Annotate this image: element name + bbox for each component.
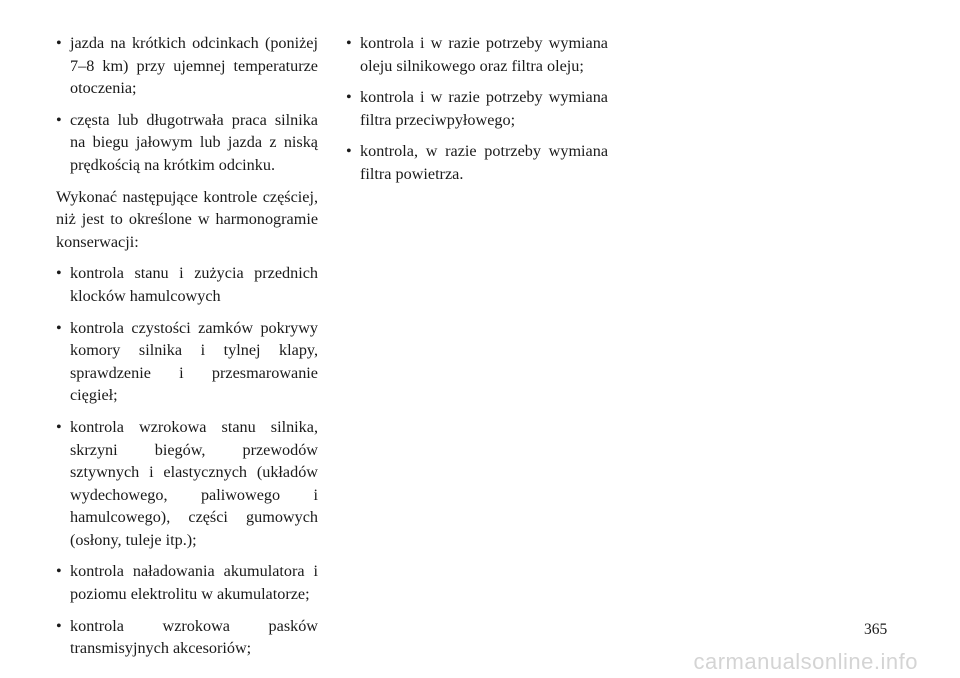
list-item-text: kontrola wzrokowa stanu silnika, skrzyni biegów, przewodów sztywnych i elastycznych (układów wydechowego, paliwowego i hamulcowego), części gumowych (osłony, tuleje itp.); <box>70 417 318 549</box>
list-item-text: kontrola czystości zamków pokrywy komory silnika i tylnej klapy, sprawdzenie i przesmarowanie cięgieł; <box>70 318 318 405</box>
paragraph: Wykonać następujące kontrole częściej, niż jest to określone w harmonogramie konserwacji: <box>56 187 318 251</box>
list-item <box>346 140 608 185</box>
right-column <box>346 32 608 195</box>
bullet-marker: • <box>56 616 62 635</box>
list-item-text: kontrola wzrokowa pasków transmisyjnych akcesoriów; <box>70 616 318 658</box>
bullet-marker: • <box>56 417 62 436</box>
list-item <box>346 32 608 77</box>
bullet-marker: • <box>346 88 352 107</box>
list-item <box>56 560 318 605</box>
bullet-marker: • <box>346 34 352 52</box>
bullet-marker: • <box>56 264 62 283</box>
bullet-marker: • <box>346 142 352 161</box>
list-item-text: kontrola stanu i zużycia przednich klocków hamulcowych <box>70 264 318 305</box>
list-item-text: kontrola naładowania akumulatora i poziomu elektrolitu w akumulatorze; <box>70 562 318 604</box>
list-item <box>56 317 318 407</box>
page-number: 365 <box>864 621 888 638</box>
list-item <box>56 416 318 552</box>
list-item-text: częsta lub długotrwała praca silnika na biegu jałowym lub jazda z niską prędkością na krótkim odcinku. <box>70 110 318 174</box>
bullet-marker: • <box>56 318 62 337</box>
watermark-logo: carmanualsonline.info <box>693 649 918 674</box>
bullet-marker: • <box>56 110 62 129</box>
list-item <box>56 109 318 177</box>
list-item <box>346 86 608 131</box>
left-column <box>56 32 318 669</box>
bullet-marker: • <box>56 562 62 581</box>
list-item-text: kontrola i w razie potrzeby wymiana filtra przeciwpyłowego; <box>360 88 608 129</box>
list-item <box>56 262 318 307</box>
list-item-text: kontrola, w razie potrzeby wymiana filtra powietrza. <box>360 142 608 183</box>
list-item-text: kontrola i w razie potrzeby wymiana oleju silnikowego oraz filtra oleju; <box>360 34 608 75</box>
list-item <box>56 32 318 100</box>
bullet-marker: • <box>56 34 62 52</box>
list-item-text: jazda na krótkich odcinkach (poniżej 7–8 km) przy ujemnej temperaturze otoczenia; <box>70 34 318 98</box>
